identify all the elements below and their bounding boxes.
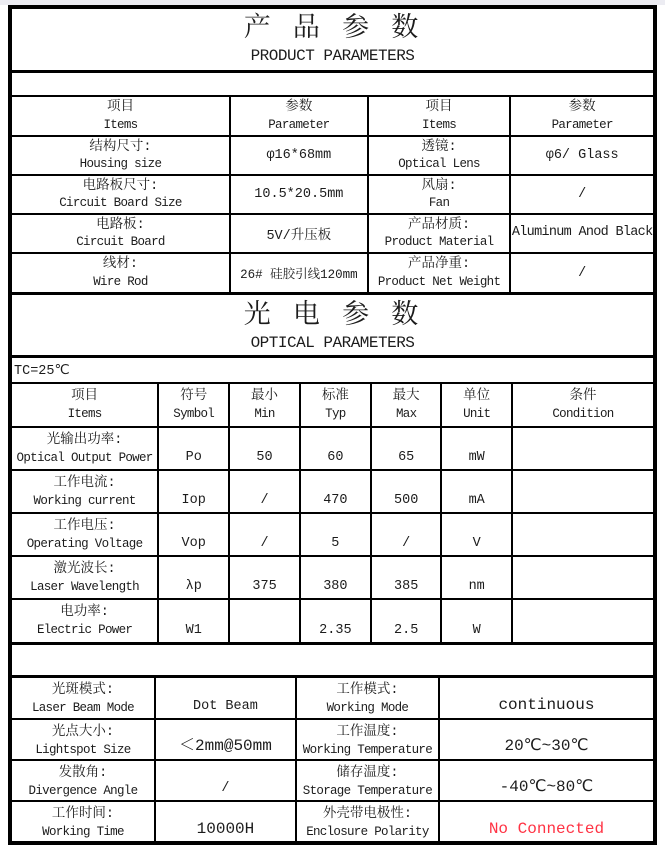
item-value: φ6/ Glass [510, 136, 653, 175]
param-label-zh: 激光波长: [53, 562, 116, 577]
param-label [12, 513, 158, 556]
col-header-items-left [12, 97, 230, 136]
col-header-en: Unit [463, 406, 491, 421]
spec-label-en: Divergence Angle [28, 783, 138, 798]
spec-value: 20℃~30℃ [439, 719, 653, 760]
typ-value: 380 [300, 556, 371, 599]
condition-value [512, 470, 653, 513]
section-title-zh: 光 电 参 数 [243, 302, 422, 332]
condition-value [512, 427, 653, 470]
max-value: 2.5 [371, 599, 442, 642]
col-header-parameter-left [230, 97, 368, 136]
spec-label-zh: 储存温度: [336, 766, 399, 781]
table-row [12, 513, 653, 556]
spec-label-zh: 工作温度: [336, 725, 399, 740]
spacer-row [12, 73, 653, 97]
max-value: 65 [371, 427, 442, 470]
col-header-zh: 项目 [425, 100, 453, 116]
item-label-en: Wire Rod [93, 274, 148, 289]
param-label-zh: 工作电压: [53, 519, 116, 534]
item-label-zh: 结构尺寸: [89, 139, 152, 155]
min-value: 50 [229, 427, 300, 470]
item-label-en: Product Net Weight [377, 274, 501, 289]
max-value: 500 [371, 470, 442, 513]
spec-label-zh: 外壳带电极性: [322, 807, 412, 822]
test-condition-note: TC=25℃ [12, 358, 653, 384]
spec-label [296, 719, 439, 760]
spec-label-zh: 工作模式: [336, 683, 399, 698]
table-row [12, 801, 653, 842]
symbol-value: Vop [158, 513, 229, 556]
item-value: Aluminum Anod Black [510, 214, 653, 253]
col-header-condition [512, 384, 653, 427]
item-label-zh: 产品净重: [408, 257, 471, 273]
col-header-en: Parameter [551, 117, 613, 132]
col-header-en: Parameter [268, 117, 330, 132]
param-label [12, 556, 158, 599]
item-label [12, 136, 230, 175]
item-value: φ16*68mm [230, 136, 368, 175]
optical-parameters-title-block [12, 292, 653, 358]
item-label-zh: 产品材质: [408, 217, 471, 233]
table-row [12, 427, 653, 470]
col-header-typ [300, 384, 371, 427]
col-header-zh: 项目 [106, 100, 134, 116]
item-value: / [510, 253, 653, 292]
item-label-zh: 线材: [102, 257, 139, 273]
min-value: 375 [229, 556, 300, 599]
item-label-en: Circuit Board [76, 235, 165, 250]
col-header-min [229, 384, 300, 427]
col-header-parameter-right [510, 97, 653, 136]
spec-label-zh: 光点大小: [51, 725, 115, 740]
param-label-en: Laser Wavelength [30, 579, 139, 594]
symbol-value: W1 [158, 599, 229, 642]
general-spec-table [12, 678, 653, 842]
unit-value: V [441, 513, 512, 556]
item-label [368, 175, 511, 214]
spec-label-zh: 发散角: [58, 766, 108, 781]
col-header-en: Symbol [173, 406, 215, 421]
table-row [12, 556, 653, 599]
col-header-zh: 项目 [71, 389, 99, 405]
unit-value: mW [441, 427, 512, 470]
item-label [368, 214, 511, 253]
item-label-en: Product Material [384, 235, 494, 250]
condition-value [512, 513, 653, 556]
item-value: / [510, 175, 653, 214]
table-row [12, 253, 653, 292]
item-label [12, 214, 230, 253]
optical-parameters-table [12, 384, 653, 642]
param-label-zh: 电功率: [60, 605, 109, 620]
col-header-max [371, 384, 442, 427]
item-value: 10.5*20.5mm [230, 175, 368, 214]
col-header-zh: 最小 [251, 389, 279, 405]
item-label-en: Housing size [79, 157, 162, 172]
product-parameters-title-block [12, 9, 653, 73]
param-label-en: Working current [33, 493, 136, 508]
page-title-zh: 产 品 参 数 [243, 15, 422, 45]
item-label [368, 136, 511, 175]
item-value: 26# 硅胶引线120mm [230, 253, 368, 292]
spec-label-zh: 光斑模式: [51, 683, 115, 698]
item-label-en: Circuit Board Size [59, 196, 182, 211]
col-header-zh: 符号 [180, 389, 208, 405]
condition-value [512, 556, 653, 599]
item-label-en: Fan [428, 196, 450, 211]
spec-label-en: Lightspot Size [35, 742, 131, 757]
unit-value: nm [441, 556, 512, 599]
table-row [12, 599, 653, 642]
item-label-en: Optical Lens [398, 157, 480, 172]
item-label-zh: 透镜: [421, 139, 457, 155]
col-header-zh: 最大 [392, 389, 420, 405]
item-label-zh: 电路板尺寸: [82, 178, 159, 194]
col-header-unit [441, 384, 512, 427]
spec-value: Dot Beam [155, 678, 296, 719]
item-label-zh: 风扇: [421, 178, 457, 194]
col-header-en: Items [422, 117, 457, 132]
table-header-row [12, 384, 653, 427]
product-spec-sheet [8, 5, 657, 845]
page-title-en: PRODUCT PARAMETERS [250, 47, 415, 66]
spec-value: -40℃~80℃ [439, 760, 653, 801]
item-label [12, 175, 230, 214]
symbol-value: Po [158, 427, 229, 470]
spec-label [296, 760, 439, 801]
col-header-items [12, 384, 158, 427]
table-row [12, 136, 653, 175]
col-header-items-right [368, 97, 511, 136]
param-label-en: Operating Voltage [26, 536, 143, 551]
typ-value: 60 [300, 427, 371, 470]
param-label [12, 427, 158, 470]
spec-label-en: Storage Temperature [302, 783, 433, 798]
spec-label [12, 801, 155, 842]
spec-value: / [155, 760, 296, 801]
symbol-value: λp [158, 556, 229, 599]
col-header-symbol [158, 384, 229, 427]
param-label [12, 470, 158, 513]
col-header-en: Items [103, 117, 138, 132]
table-row [12, 214, 653, 253]
item-label [368, 253, 511, 292]
spec-label-en: Enclosure Polarity [306, 824, 429, 839]
col-header-en: Items [67, 406, 102, 421]
max-value: / [371, 513, 442, 556]
table-header-row [12, 97, 653, 136]
col-header-en: Condition [552, 406, 614, 421]
spec-label [12, 719, 155, 760]
col-header-en: Typ [325, 406, 346, 421]
param-label [12, 599, 158, 642]
item-label-zh: 电路板: [96, 217, 145, 233]
spec-label-en: Laser Beam Mode [31, 700, 134, 715]
col-header-zh: 条件 [569, 389, 597, 405]
product-parameters-table [12, 97, 653, 292]
table-row [12, 678, 653, 719]
col-header-zh: 单位 [463, 389, 491, 405]
symbol-value: Iop [158, 470, 229, 513]
item-label [12, 253, 230, 292]
table-row [12, 719, 653, 760]
col-header-zh: 参数 [285, 100, 313, 116]
param-label-zh: 工作电流: [53, 476, 116, 491]
param-label-en: Optical Output Power [16, 450, 153, 465]
col-header-en: Max [395, 406, 417, 421]
param-label-en: Electric Power [36, 622, 133, 637]
table-row [12, 760, 653, 801]
typ-value: 470 [300, 470, 371, 513]
item-value: 5V/升压板 [230, 214, 368, 253]
enclosure-polarity-alert-value: No Connected [439, 801, 653, 842]
max-value: 385 [371, 556, 442, 599]
min-value [229, 599, 300, 642]
spec-label-en: Working Time [42, 824, 124, 839]
col-header-zh: 标准 [321, 389, 349, 405]
spacer-row [12, 642, 653, 678]
table-row [12, 470, 653, 513]
spec-label [296, 801, 439, 842]
spec-label [12, 678, 155, 719]
min-value: / [229, 470, 300, 513]
spec-value: ＜2mm@50mm [155, 719, 296, 760]
spec-label-en: Working Temperature [302, 742, 433, 757]
unit-value: W [441, 599, 512, 642]
typ-value: 2.35 [300, 599, 371, 642]
typ-value: 5 [300, 513, 371, 556]
spec-label-zh: 工作时间: [51, 807, 115, 822]
spec-label-en: Working Mode [326, 700, 409, 715]
col-header-zh: 参数 [568, 100, 596, 116]
unit-value: mA [441, 470, 512, 513]
param-label-zh: 光输出功率: [46, 433, 123, 448]
section-title-en: OPTICAL PARAMETERS [250, 334, 415, 353]
col-header-en: Min [254, 406, 275, 421]
condition-value [512, 599, 653, 642]
spec-value: continuous [439, 678, 653, 719]
spec-label [12, 760, 155, 801]
min-value: / [229, 513, 300, 556]
spec-value: 10000H [155, 801, 296, 842]
spec-label [296, 678, 439, 719]
table-row [12, 175, 653, 214]
